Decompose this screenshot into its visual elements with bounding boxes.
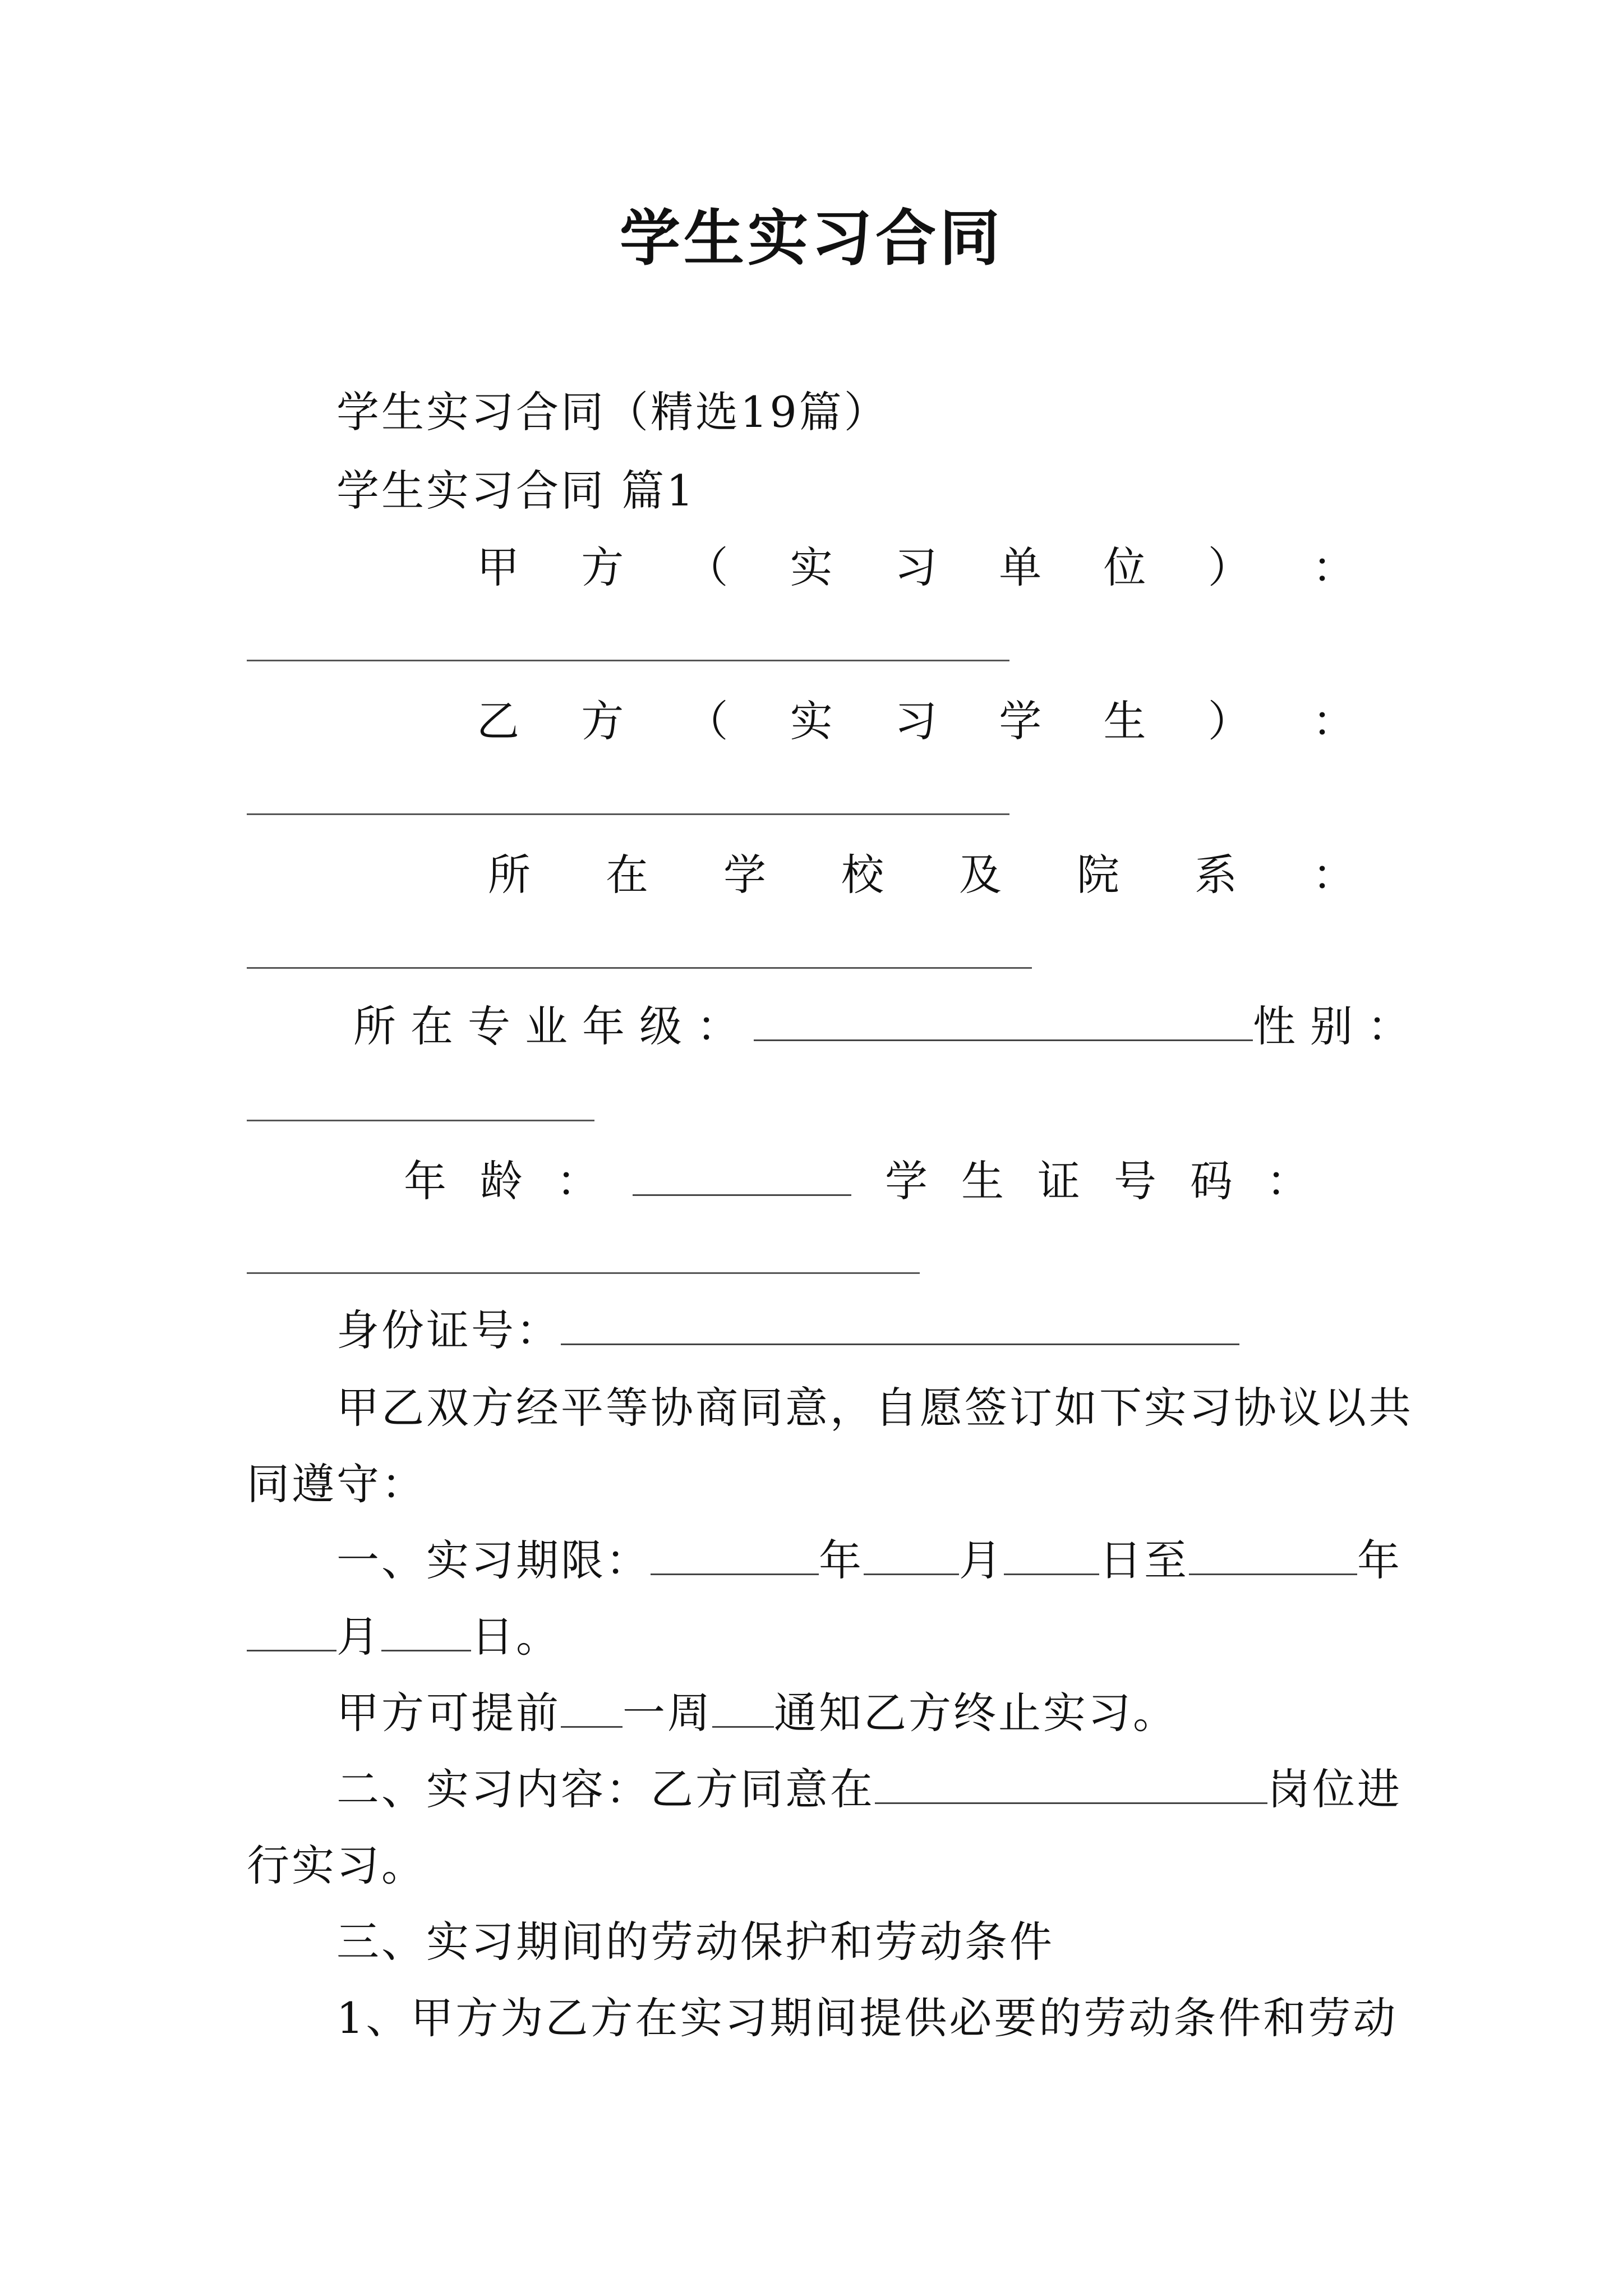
start-year-blank[interactable] xyxy=(651,1534,819,1575)
period-row-2: 月 日。 xyxy=(247,1609,1385,1665)
id-card-blank[interactable] xyxy=(561,1304,1239,1345)
party-b-blank[interactable] xyxy=(247,813,1009,815)
school-blank[interactable] xyxy=(247,967,1032,969)
content-row-2: 行实习。 xyxy=(247,1841,426,1890)
notice-blank-1[interactable] xyxy=(561,1687,623,1728)
content-row: 二、实习内容：乙方同意在 岗位进 xyxy=(336,1764,1402,1814)
party-a-label: 甲 方 （ 实 习 单 位 ） ： xyxy=(477,542,1357,592)
id-card-row: 身份证号： xyxy=(247,1303,1475,1359)
notice-blank-2[interactable] xyxy=(712,1687,774,1728)
period-row: 一、实习期限： 年 月 日至 年 xyxy=(336,1535,1402,1585)
subtitle: 学生实习合同（精选19篇） xyxy=(336,387,889,437)
age-blank[interactable] xyxy=(633,1155,851,1196)
age-row: 年龄： 学生证号码： xyxy=(404,1156,1343,1206)
page-title: 学生实习合同 xyxy=(619,203,1003,274)
start-month-blank[interactable] xyxy=(864,1534,959,1575)
agreement-line-1: 甲乙双方经平等协商同意，自愿签订如下实习协议以共 xyxy=(336,1383,1413,1433)
student-id-blank[interactable] xyxy=(247,1272,920,1274)
major-blank[interactable] xyxy=(754,1000,1253,1041)
end-month-blank[interactable] xyxy=(247,1611,336,1651)
start-day-blank[interactable] xyxy=(1004,1534,1099,1575)
position-blank[interactable] xyxy=(875,1763,1267,1804)
party-b-label: 乙 方 （ 实 习 学 生 ） ： xyxy=(477,696,1357,746)
school-label: 所 在 学 校 及 院 系 ： xyxy=(488,850,1357,900)
end-year-blank[interactable] xyxy=(1189,1534,1357,1575)
party-a-blank[interactable] xyxy=(247,660,1009,661)
notice-row: 甲方可提前 一周 通知乙方终止实习。 xyxy=(336,1688,1178,1738)
agreement-line-2: 同遵守： xyxy=(247,1459,426,1509)
major-row: 所在专业年级： 性别： xyxy=(353,1001,1424,1051)
item-1: 1、甲方为乙方在实习期间提供必要的劳动条件和劳动 xyxy=(336,1993,1398,2043)
protection-heading: 三、实习期间的劳动保护和劳动条件 xyxy=(336,1917,1054,1967)
gender-blank[interactable] xyxy=(247,1120,594,1121)
section-heading: 学生实习合同 篇1 xyxy=(336,466,696,516)
end-day-blank[interactable] xyxy=(381,1611,471,1651)
